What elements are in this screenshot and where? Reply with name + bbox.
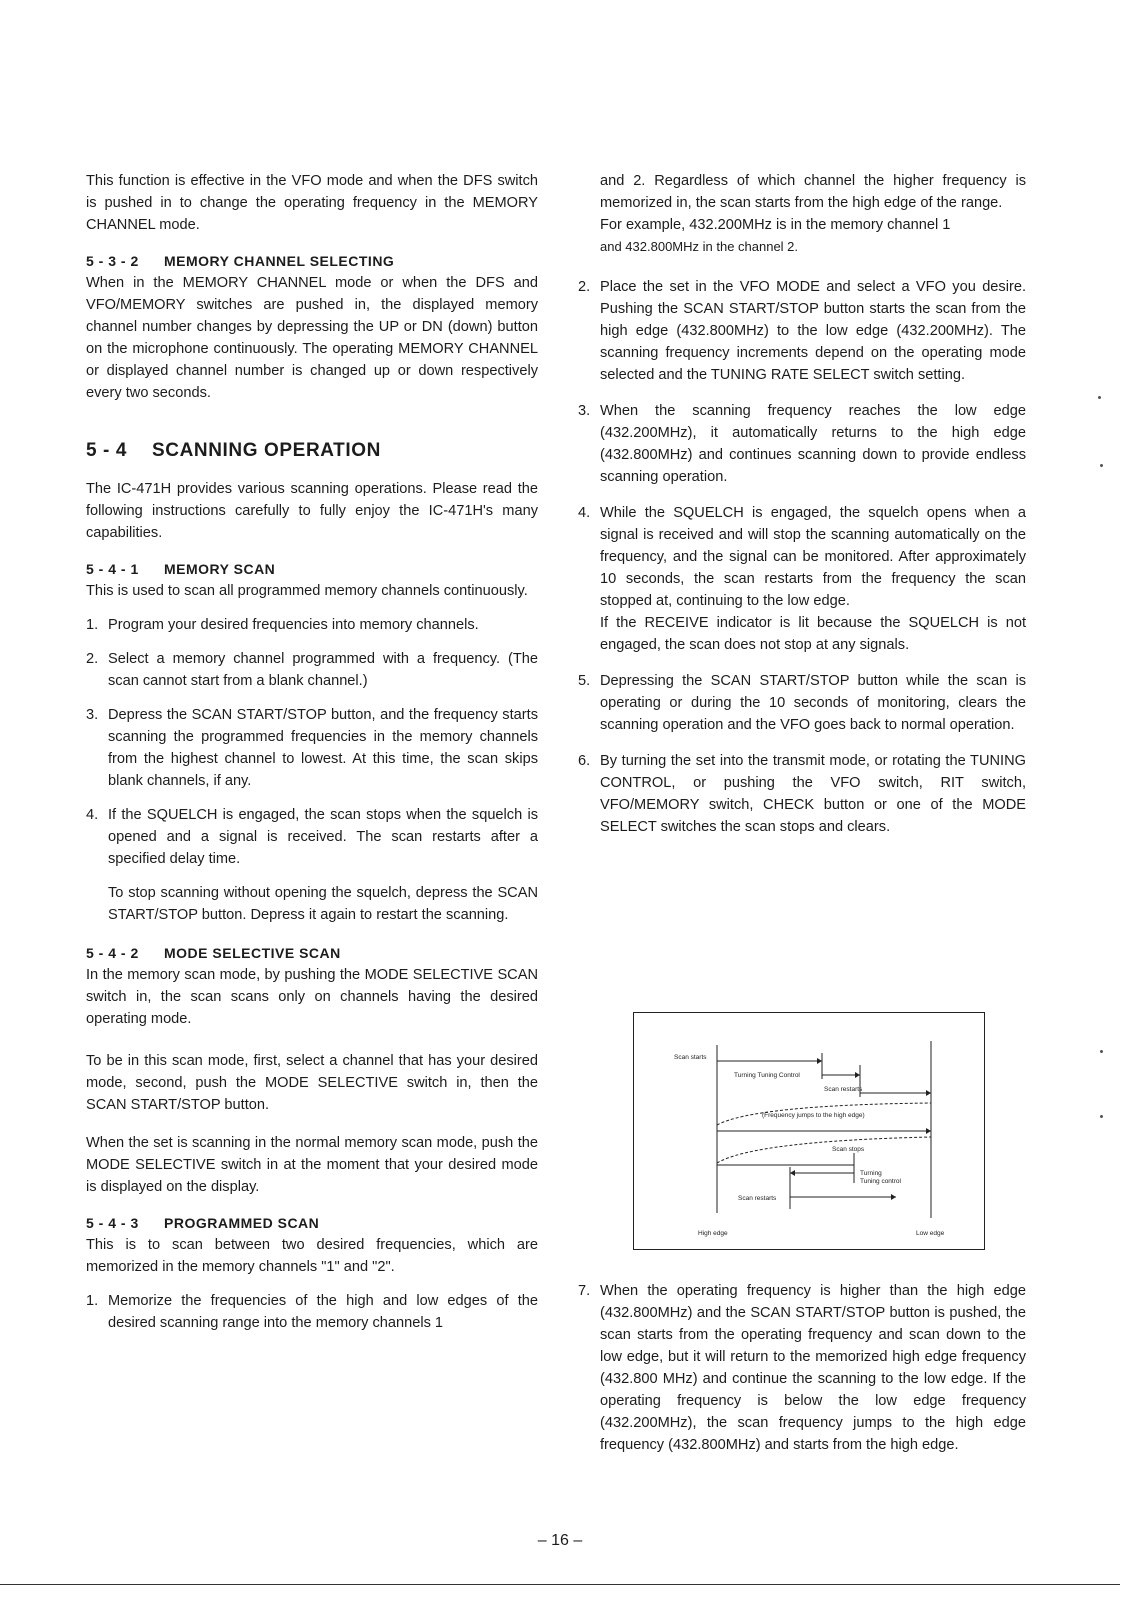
- heading-5-3-2: [86, 250, 538, 272]
- item-number: 6.: [578, 753, 591, 769]
- arrow-head: [790, 1170, 795, 1176]
- arrow-head: [891, 1194, 896, 1200]
- item-number: 3.: [578, 403, 591, 419]
- speck-mark: [1100, 464, 1103, 467]
- intro-paragraph: This function is effective in the VFO mode and when the DFS switch is pushed in to change the operating frequency in the MEMORY CHANNEL mode.: [86, 173, 538, 233]
- turning-tuning-control-label: Turning Tuning Control: [734, 1072, 800, 1079]
- memory-scan-paragraph: This is used to scan all programmed memory channels continuously.: [86, 583, 528, 599]
- list-item: [578, 670, 1026, 736]
- jump-dash-2: [717, 1137, 931, 1163]
- diagram-svg: [634, 1013, 986, 1251]
- list-item: [578, 1280, 1026, 1456]
- high-edge-label: High edge: [698, 1230, 728, 1237]
- list-item: [86, 648, 538, 692]
- item-number: 1.: [86, 617, 99, 633]
- item-text: Depress the SCAN START/STOP button, and the frequency starts scanning the programmed frequencies in the memory channels from the highest channel to lowest. At this time, the scan skips blank channels, if any.: [108, 707, 538, 789]
- arrow-head: [926, 1128, 931, 1134]
- item-number: 5.: [578, 673, 591, 689]
- scan-timing-diagram: [633, 1012, 985, 1250]
- footer-rule: [0, 1584, 1120, 1585]
- item-text: Program your desired frequencies into memory channels.: [108, 617, 479, 633]
- heading-5-4-3: [86, 1212, 538, 1234]
- heading-number: 5 - 3 - 2: [86, 253, 139, 269]
- speck-mark: [1098, 396, 1101, 399]
- example-line: For example, 432.200MHz is in the memory channel 1: [600, 217, 951, 233]
- item-number: 1.: [86, 1293, 99, 1309]
- memory-scan-list: [86, 614, 538, 926]
- mode-selective-paragraph-3: When the set is scanning in the normal memory scan mode, push the MODE SELECTIVE switch in at the moment that your desired mode is displayed on the display.: [86, 1135, 538, 1195]
- list-item: [86, 804, 538, 870]
- left-column: [86, 170, 538, 1334]
- frequency-jumps-label: (Frequency jumps to the high edge): [762, 1112, 865, 1119]
- low-edge-label: Low edge: [916, 1230, 945, 1237]
- programmed-scan-paragraph: This is to scan between two desired frequencies, which are memorized in the memory channels "1" and "2".: [86, 1237, 538, 1275]
- heading-title: PROGRAMMED SCAN: [164, 1215, 320, 1231]
- item-number: 2.: [86, 651, 99, 667]
- tuning-control-label: Tuning control: [860, 1178, 901, 1185]
- item-text: Memorize the frequencies of the high and low edges of the desired scanning range into the memory channels 1: [108, 1293, 538, 1331]
- turning-label: Turning: [860, 1170, 882, 1177]
- scanning-intro-paragraph: The IC-471H provides various scanning operations. Please read the following instructions carefully to fully enjoy the IC-471H's many capabilities.: [86, 481, 538, 541]
- item-text: When the scanning frequency reaches the low edge (432.200MHz), it automatically returns to the high edge (432.800MHz) and continues scanning down to provide endless scanning operation.: [600, 403, 1026, 485]
- arrow-head: [855, 1072, 860, 1078]
- item-number: 7.: [578, 1283, 591, 1299]
- item-text: By turning the set into the transmit mode, or rotating the TUNING CONTROL, or pushing the VFO switch, RIT switch, VFO/MEMORY switch, CHECK button or one of the MODE SELECT switches the scan stops and clears.: [600, 753, 1026, 835]
- list-item: [86, 704, 538, 792]
- heading-number: 5 - 4 - 1: [86, 561, 139, 577]
- memory-scan-stop-note: To stop scanning without opening the squelch, depress the SCAN START/STOP button. Depress it again to restart the scanning.: [108, 885, 538, 923]
- heading-5-4-1: [86, 558, 538, 580]
- speck-mark: [1100, 1115, 1103, 1118]
- heading-5-4-2: [86, 942, 538, 964]
- heading-5-4: [86, 440, 538, 462]
- arrow-head: [817, 1058, 822, 1064]
- list-item: [578, 400, 1026, 488]
- item-text: When the operating frequency is higher than the high edge (432.800MHz) and the SCAN START/STOP button is pushed, the scan starts from the operating frequency and scan down to the low edge, but it will return to the memorized high edge frequency (432.800 MHz) and continue the scanning to the low edge. If the operating frequency is below the low edge frequency (432.200MHz), the scan frequency jumps to the high edge frequency (432.800MHz) and starts from the high edge.: [600, 1283, 1026, 1453]
- heading-title: MEMORY CHANNEL SELECTING: [164, 253, 395, 269]
- heading-number: 5 - 4 - 2: [86, 945, 139, 961]
- heading-title: MODE SELECTIVE SCAN: [164, 945, 341, 961]
- arrow-head: [926, 1090, 931, 1096]
- list-item: [86, 614, 538, 636]
- heading-title: MEMORY SCAN: [164, 561, 276, 577]
- item-number: 4.: [578, 505, 591, 521]
- heading-number: 5 - 4 - 3: [86, 1215, 139, 1231]
- page-number: – 16 –: [537, 1532, 583, 1549]
- scan-starts-label: Scan starts: [674, 1054, 707, 1061]
- speck-mark: [1100, 1050, 1103, 1053]
- item-number: 4.: [86, 807, 99, 823]
- list-item: [578, 502, 1026, 612]
- item-text: Select a memory channel programmed with a frequency. (The scan cannot start from a blank channel.): [108, 651, 538, 689]
- mode-selective-paragraph-2: To be in this scan mode, first, select a channel that has your desired mode, second, push the MODE SELECTIVE switch in, then the SCAN START/STOP button.: [86, 1053, 538, 1113]
- mode-selective-paragraph-1: In the memory scan mode, by pushing the MODE SELECTIVE SCAN switch in, the scan scans only on channels having the desired operating mode.: [86, 967, 538, 1027]
- programmed-scan-continuation: and 2. Regardless of which channel the higher frequency is memorized in, the scan starts from the high edge of the range.: [600, 173, 1026, 211]
- section-number: 5 - 4: [86, 440, 128, 461]
- item-text: Place the set in the VFO MODE and select a VFO you desire. Pushing the SCAN START/STOP button starts the scan from the high edge (432.800MHz) to the low edge (432.200MHz). The scanning frequency increments depend on the operating mode selected and the TUNING RATE SELECT switch setting.: [600, 279, 1026, 383]
- example-line-2: and 432.800MHz in the channel 2.: [600, 239, 799, 254]
- item-text: While the SQUELCH is engaged, the squelch opens when a signal is received and will stop the scanning automatically on the frequency, and the signal can be monitored. After approximately 10 seconds, the scan restarts from the frequency the scan stopped at, continuing to the low edge.: [600, 505, 1026, 609]
- list-item: [86, 1290, 538, 1334]
- item-number: 2.: [578, 279, 591, 295]
- scan-restarts-label-2: Scan restarts: [738, 1195, 777, 1202]
- item-text: If the SQUELCH is engaged, the scan stops when the squelch is opened and a signal is received. The scan restarts after a specified delay time.: [108, 807, 538, 867]
- scan-restarts-label: Scan restarts: [824, 1086, 863, 1093]
- item-text: Depressing the SCAN START/STOP button while the scan is operating or during the 10 seconds of monitoring, clears the scanning operation and the VFO goes back to normal operation.: [600, 673, 1026, 733]
- scan-stops-label: Scan stops: [832, 1146, 865, 1153]
- list-item: [578, 750, 1026, 838]
- section-title: SCANNING OPERATION: [152, 440, 381, 461]
- list-item: [578, 276, 1026, 386]
- item-number: 3.: [86, 707, 99, 723]
- memory-channel-selecting-paragraph: When in the MEMORY CHANNEL mode or when the DFS and VFO/MEMORY switches are pushed in, the displayed memory channel number changes by depressing the UP or DN (down) button on the microphone continuously. The operating MEMORY CHANNEL or displayed channel number is changed up or down respectively every two seconds.: [86, 275, 538, 401]
- receive-indicator-note: If the RECEIVE indicator is lit because the SQUELCH is not engaged, the scan does not stop at any signals.: [600, 615, 1026, 653]
